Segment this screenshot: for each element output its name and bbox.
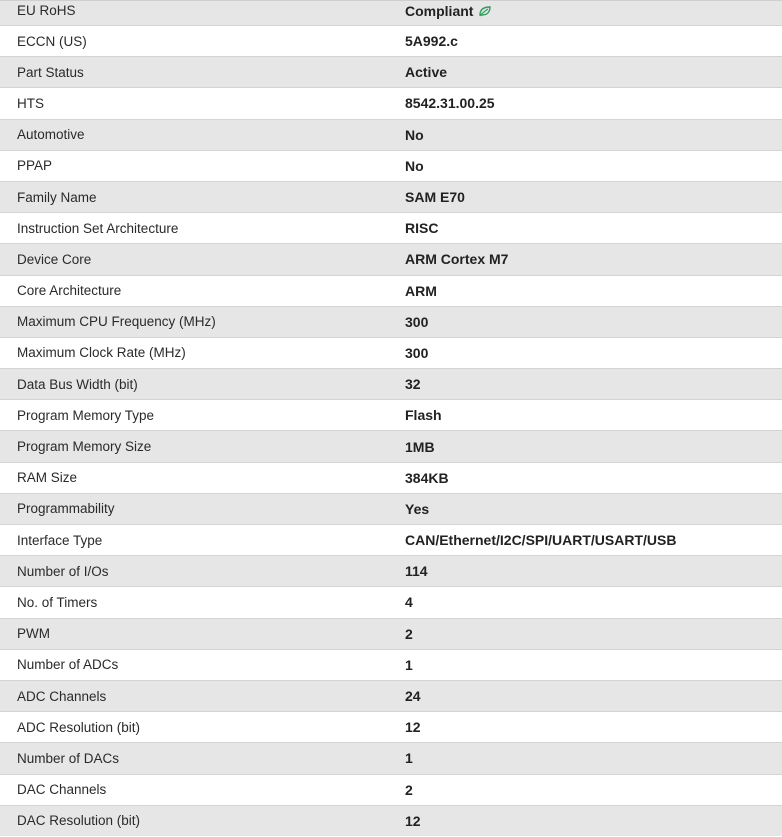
spec-value: 8542.31.00.25 <box>405 95 495 112</box>
spec-value: 12 <box>405 719 421 736</box>
spec-label: Program Memory Size <box>17 439 152 455</box>
spec-value: No <box>405 126 424 143</box>
spec-label: Device Core <box>17 251 92 267</box>
spec-label: Program Memory Type <box>17 407 155 423</box>
spec-label: Data Bus Width (bit) <box>17 376 138 392</box>
spec-label: ADC Channels <box>17 688 107 704</box>
spec-value: Yes <box>405 500 430 517</box>
spec-label: Automotive <box>17 127 85 143</box>
spec-label: ADC Resolution (bit) <box>17 719 141 735</box>
spec-value: RISC <box>405 220 439 237</box>
spec-label: Maximum CPU Frequency (MHz) <box>17 314 216 330</box>
spec-value: 12 <box>405 812 421 829</box>
spec-value: 300 <box>405 313 429 330</box>
spec-row-part-status <box>0 56 782 87</box>
spec-value: 300 <box>405 344 429 361</box>
spec-label: DAC Channels <box>17 782 107 798</box>
spec-row-number-of-adcs <box>0 649 782 680</box>
spec-row-max-clock-rate <box>0 337 782 368</box>
spec-row-eu-rohs <box>0 1 782 25</box>
spec-label: ECCN (US) <box>17 33 87 49</box>
spec-value: 2 <box>405 625 413 642</box>
spec-row-dac-channels <box>0 774 782 805</box>
spec-label: Core Architecture <box>17 283 122 299</box>
spec-row-ram-size <box>0 462 782 493</box>
spec-row-core-architecture <box>0 275 782 306</box>
spec-value: Flash <box>405 407 442 424</box>
spec-row-adc-resolution <box>0 711 782 742</box>
spec-label: Part Status <box>17 64 84 80</box>
spec-label: Maximum Clock Rate (MHz) <box>17 345 186 361</box>
spec-value: ARM Cortex M7 <box>405 251 509 268</box>
leaf-icon <box>478 5 492 17</box>
spec-value: 1 <box>405 750 413 767</box>
spec-value: 5A992.c <box>405 33 458 50</box>
spec-row-interface-type <box>0 524 782 555</box>
spec-label: EU RoHS <box>17 3 76 18</box>
spec-row-instruction-set <box>0 212 782 243</box>
spec-value: 4 <box>405 594 413 611</box>
spec-value: CAN/Ethernet/I2C/SPI/UART/USART/USB <box>405 532 677 549</box>
spec-value: Compliant <box>405 3 474 19</box>
spec-row-program-memory-size <box>0 430 782 461</box>
spec-value: 1 <box>405 656 413 673</box>
spec-value: 24 <box>405 688 421 705</box>
spec-row-programmability <box>0 493 782 524</box>
spec-row-automotive <box>0 119 782 150</box>
spec-label: PPAP <box>17 158 53 174</box>
spec-label: Number of ADCs <box>17 657 119 673</box>
spec-row-timers <box>0 586 782 617</box>
spec-value-wrapper <box>405 3 782 19</box>
spec-row-dac-resolution <box>0 805 782 836</box>
spec-value: Active <box>405 64 448 81</box>
spec-value: 2 <box>405 781 413 798</box>
spec-label: DAC Resolution (bit) <box>17 813 141 829</box>
spec-value: 114 <box>405 563 428 580</box>
spec-row-pwm <box>0 618 782 649</box>
spec-label: No. of Timers <box>17 594 98 610</box>
spec-label: Family Name <box>17 189 97 205</box>
spec-row-eccn <box>0 25 782 56</box>
spec-row-adc-channels <box>0 680 782 711</box>
spec-row-data-bus-width <box>0 368 782 399</box>
spec-label: Instruction Set Architecture <box>17 220 179 236</box>
spec-label: Number of I/Os <box>17 563 109 579</box>
spec-row-max-cpu-frequency <box>0 306 782 337</box>
spec-value: SAM E70 <box>405 189 465 206</box>
spec-label: Interface Type <box>17 532 103 548</box>
spec-row-device-core <box>0 243 782 274</box>
spec-value: 32 <box>405 376 421 393</box>
spec-row-ppap <box>0 150 782 181</box>
spec-value: No <box>405 157 424 174</box>
spec-label: Programmability <box>17 501 115 517</box>
spec-value: ARM <box>405 282 437 299</box>
spec-label: HTS <box>17 95 44 111</box>
spec-label: Number of DACs <box>17 750 120 766</box>
spec-value: 384KB <box>405 469 449 486</box>
spec-row-family-name <box>0 181 782 212</box>
spec-row-program-memory-type <box>0 399 782 430</box>
spec-label: PWM <box>17 626 50 642</box>
spec-row-hts <box>0 87 782 118</box>
spec-row-number-of-dacs <box>0 742 782 773</box>
spec-value: 1MB <box>405 438 435 455</box>
spec-label: RAM Size <box>17 470 78 486</box>
spec-row-number-of-ios <box>0 555 782 586</box>
